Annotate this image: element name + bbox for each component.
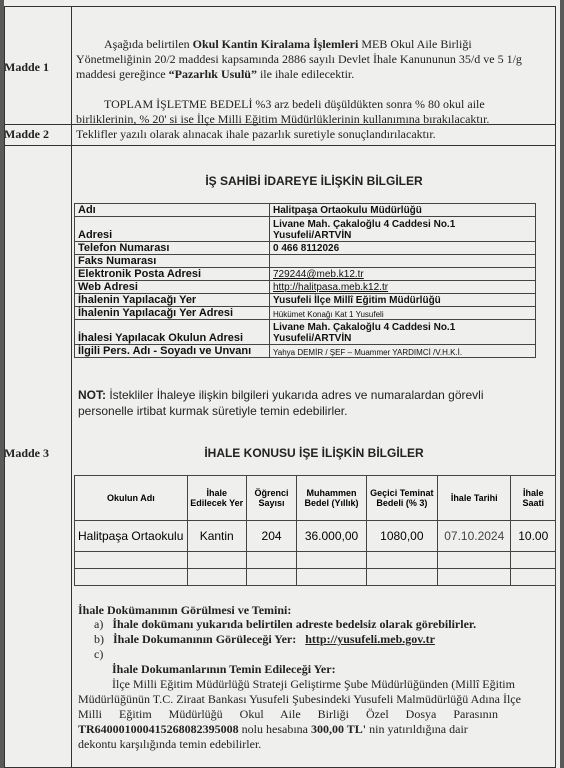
email-link[interactable]: 729244@meb.k12.tr: [270, 268, 536, 281]
doc-heading: İhale Dokümanının Görülmesi ve Temini:: [78, 603, 292, 617]
table-cell: 10.00: [511, 521, 556, 552]
info-value: Yahya DEMİR / ŞEF – Muammer YARDIMCİ /V.H.K.İ.: [270, 345, 536, 358]
list-marker: b): [94, 632, 104, 646]
madde-2-text: Teklifler yazılı olarak alınacak ihale pazarlık suretiyle sonuçlandırılacaktır.: [76, 127, 436, 141]
table-row: [75, 552, 556, 569]
column-header: İhale Tarihi: [438, 476, 511, 521]
table-header-row: [75, 476, 556, 521]
table-row: [75, 268, 536, 281]
text: nin yatırıldığına dair: [369, 722, 468, 736]
text: personelle irtibat kurmak süretiyle temin edebilirler.: [78, 404, 348, 418]
column-divider: [71, 7, 72, 767]
text: Aşağıda belirtilen: [104, 37, 190, 51]
info-key: İhalesi Yapılacak Okulun Adresi: [75, 320, 270, 345]
temin-paragraph: [78, 677, 552, 752]
table-row: [75, 521, 556, 552]
table-row: [75, 281, 536, 294]
text: ile ihale edilecektir.: [259, 67, 355, 81]
info-key: İlgili Pers. Adı - Soyadı ve Unvanı: [75, 345, 270, 358]
table-row: [75, 255, 536, 268]
heading-idare: İŞ SAHİBİ İDAREYE İLİŞKİN BİLGİLER: [205, 174, 423, 188]
table-row: [75, 307, 536, 320]
info-key: Telefon Numarası: [75, 242, 270, 255]
madde-2-label: Madde 2: [4, 127, 49, 141]
info-key: Elektronik Posta Adresi: [75, 268, 270, 281]
info-key: Adresi: [75, 217, 270, 242]
text: İstekliler İhaleye ilişkin bilgileri yukarıda adres ve numaralardan görevli: [109, 388, 484, 402]
info-key: Web Adresi: [75, 281, 270, 294]
text: MEB Okul Aile Birliği: [361, 37, 472, 51]
info-key: Adı: [75, 204, 270, 217]
text: Yönetmeliğinin 20/2 maddesi kapsamında 2886 sayılı Devlet İhale Kanununun 35/d ve 5 1/g: [76, 52, 522, 66]
madde-1-label: Madde 1: [4, 60, 49, 74]
table-cell: Kantin: [187, 521, 246, 552]
info-value: 0 466 8112026: [270, 242, 536, 255]
madde-3-label: Madde 3: [4, 446, 49, 460]
idare-info-table: [74, 203, 536, 358]
table-row: [75, 242, 536, 255]
table-row: [75, 217, 536, 242]
amount: 300,00 TL': [311, 722, 367, 736]
table-cell: 07.10.2024: [438, 521, 511, 552]
list-marker: a): [94, 617, 104, 631]
text: TOPLAM İŞLETME BEDELİ %3 arz bedeli düşüldükten sonra % 80 okul aile: [104, 97, 485, 111]
info-key: Faks Numarası: [75, 255, 270, 268]
yusufeli-link[interactable]: http://yusufeli.meb.gov.tr: [305, 632, 435, 646]
column-header: İhale Edilecek Yer: [187, 476, 246, 521]
item-c: c): [94, 647, 104, 661]
item-b: [94, 632, 435, 647]
note-paragraph: [78, 387, 552, 419]
table-row: [75, 569, 556, 586]
info-value: Livane Mah. Çakaloğlu 4 Caddesi No.1 Yusufeli/ARTVİN: [270, 320, 536, 345]
ihale-table: [74, 475, 556, 586]
table-cell: 1080,00: [366, 521, 437, 552]
table-cell: Halitpaşa Ortaokulu: [75, 521, 188, 552]
info-key: İhalenin Yapılacağı Yer: [75, 294, 270, 307]
info-value: Livane Mah. Çakaloğlu 4 Caddesi No.1 Yusufeli/ARTVİN: [270, 217, 536, 242]
column-header: Okulun Adı: [75, 476, 188, 521]
text: nolu hesabına: [241, 722, 308, 736]
column-header: Geçici Teminat Bedeli (% 3): [366, 476, 437, 521]
text: Okul Kantin Kiralama İşlemleri: [192, 37, 359, 51]
info-value: Halitpaşa Ortaokulu Müdürlüğü: [270, 204, 536, 217]
table-row: [75, 320, 536, 345]
madde-1-paragraph-1: [76, 37, 552, 82]
temin-heading: İhale Dokumanlarının Temin Edileceği Yer:: [112, 662, 336, 676]
column-header: Öğrenci Sayısı: [246, 476, 297, 521]
madde-1-paragraph-2: [76, 97, 552, 127]
table-cell: 204: [246, 521, 297, 552]
table-row: [75, 294, 536, 307]
info-value: [270, 255, 536, 268]
column-header: Muhammen Bedel (Yıllık): [297, 476, 366, 521]
column-header: İhale Saati: [511, 476, 556, 521]
text: Müdürlüğünün T.C. Ziraat Bankası Yusufeli Şubesindeki Yusufeli Malmüdürlüğü Adına İlçe: [78, 692, 521, 706]
info-value: Hükümet Konağı Kat 1 Yusufeli: [270, 307, 536, 320]
note-label: NOT:: [78, 388, 106, 402]
info-key: İhalenin Yapılacağı Yer Adresi: [75, 307, 270, 320]
text: İlçe Milli Eğitim Müdürlüğü Strateji Geliştirme Şube Müdürlüğünden (Millî Eğitim: [112, 677, 515, 691]
text: İhale Dokumanının Görüleceği Yer:: [113, 632, 297, 646]
row-divider: [5, 145, 555, 146]
web-link[interactable]: http://halitpasa.meb.k12.tr: [270, 281, 536, 294]
text: dekontu karşılığında temin edebilirler.: [78, 737, 262, 751]
iban: TR640001000415268082395008: [78, 722, 239, 736]
text: maddesi gereğince: [76, 67, 166, 81]
table-row: [75, 345, 536, 358]
heading-ihale: İHALE KONUSU İŞE İLİŞKİN BİLGİLER: [204, 446, 424, 460]
text: “Pazarlık Usulü”: [168, 67, 257, 81]
text: birliklerinin, % 20' si ise İlçe Milli Eğitim Müdürlüklerinin kullanımına bırakılacaktır.: [76, 112, 490, 126]
item-a: [94, 617, 476, 632]
text: İhale dokümanı yukarıda belirtilen adreste bedelsiz olarak görebilirler.: [112, 617, 477, 631]
table-row: [75, 204, 536, 217]
text: Milli Eğitim Müdürlüğü Okul Aile Birliği Özel Dosya Parasının: [78, 707, 498, 721]
info-value: Yusufeli İlçe Millî Eğitim Müdürlüğü: [270, 294, 536, 307]
table-cell: 36.000,00: [297, 521, 366, 552]
